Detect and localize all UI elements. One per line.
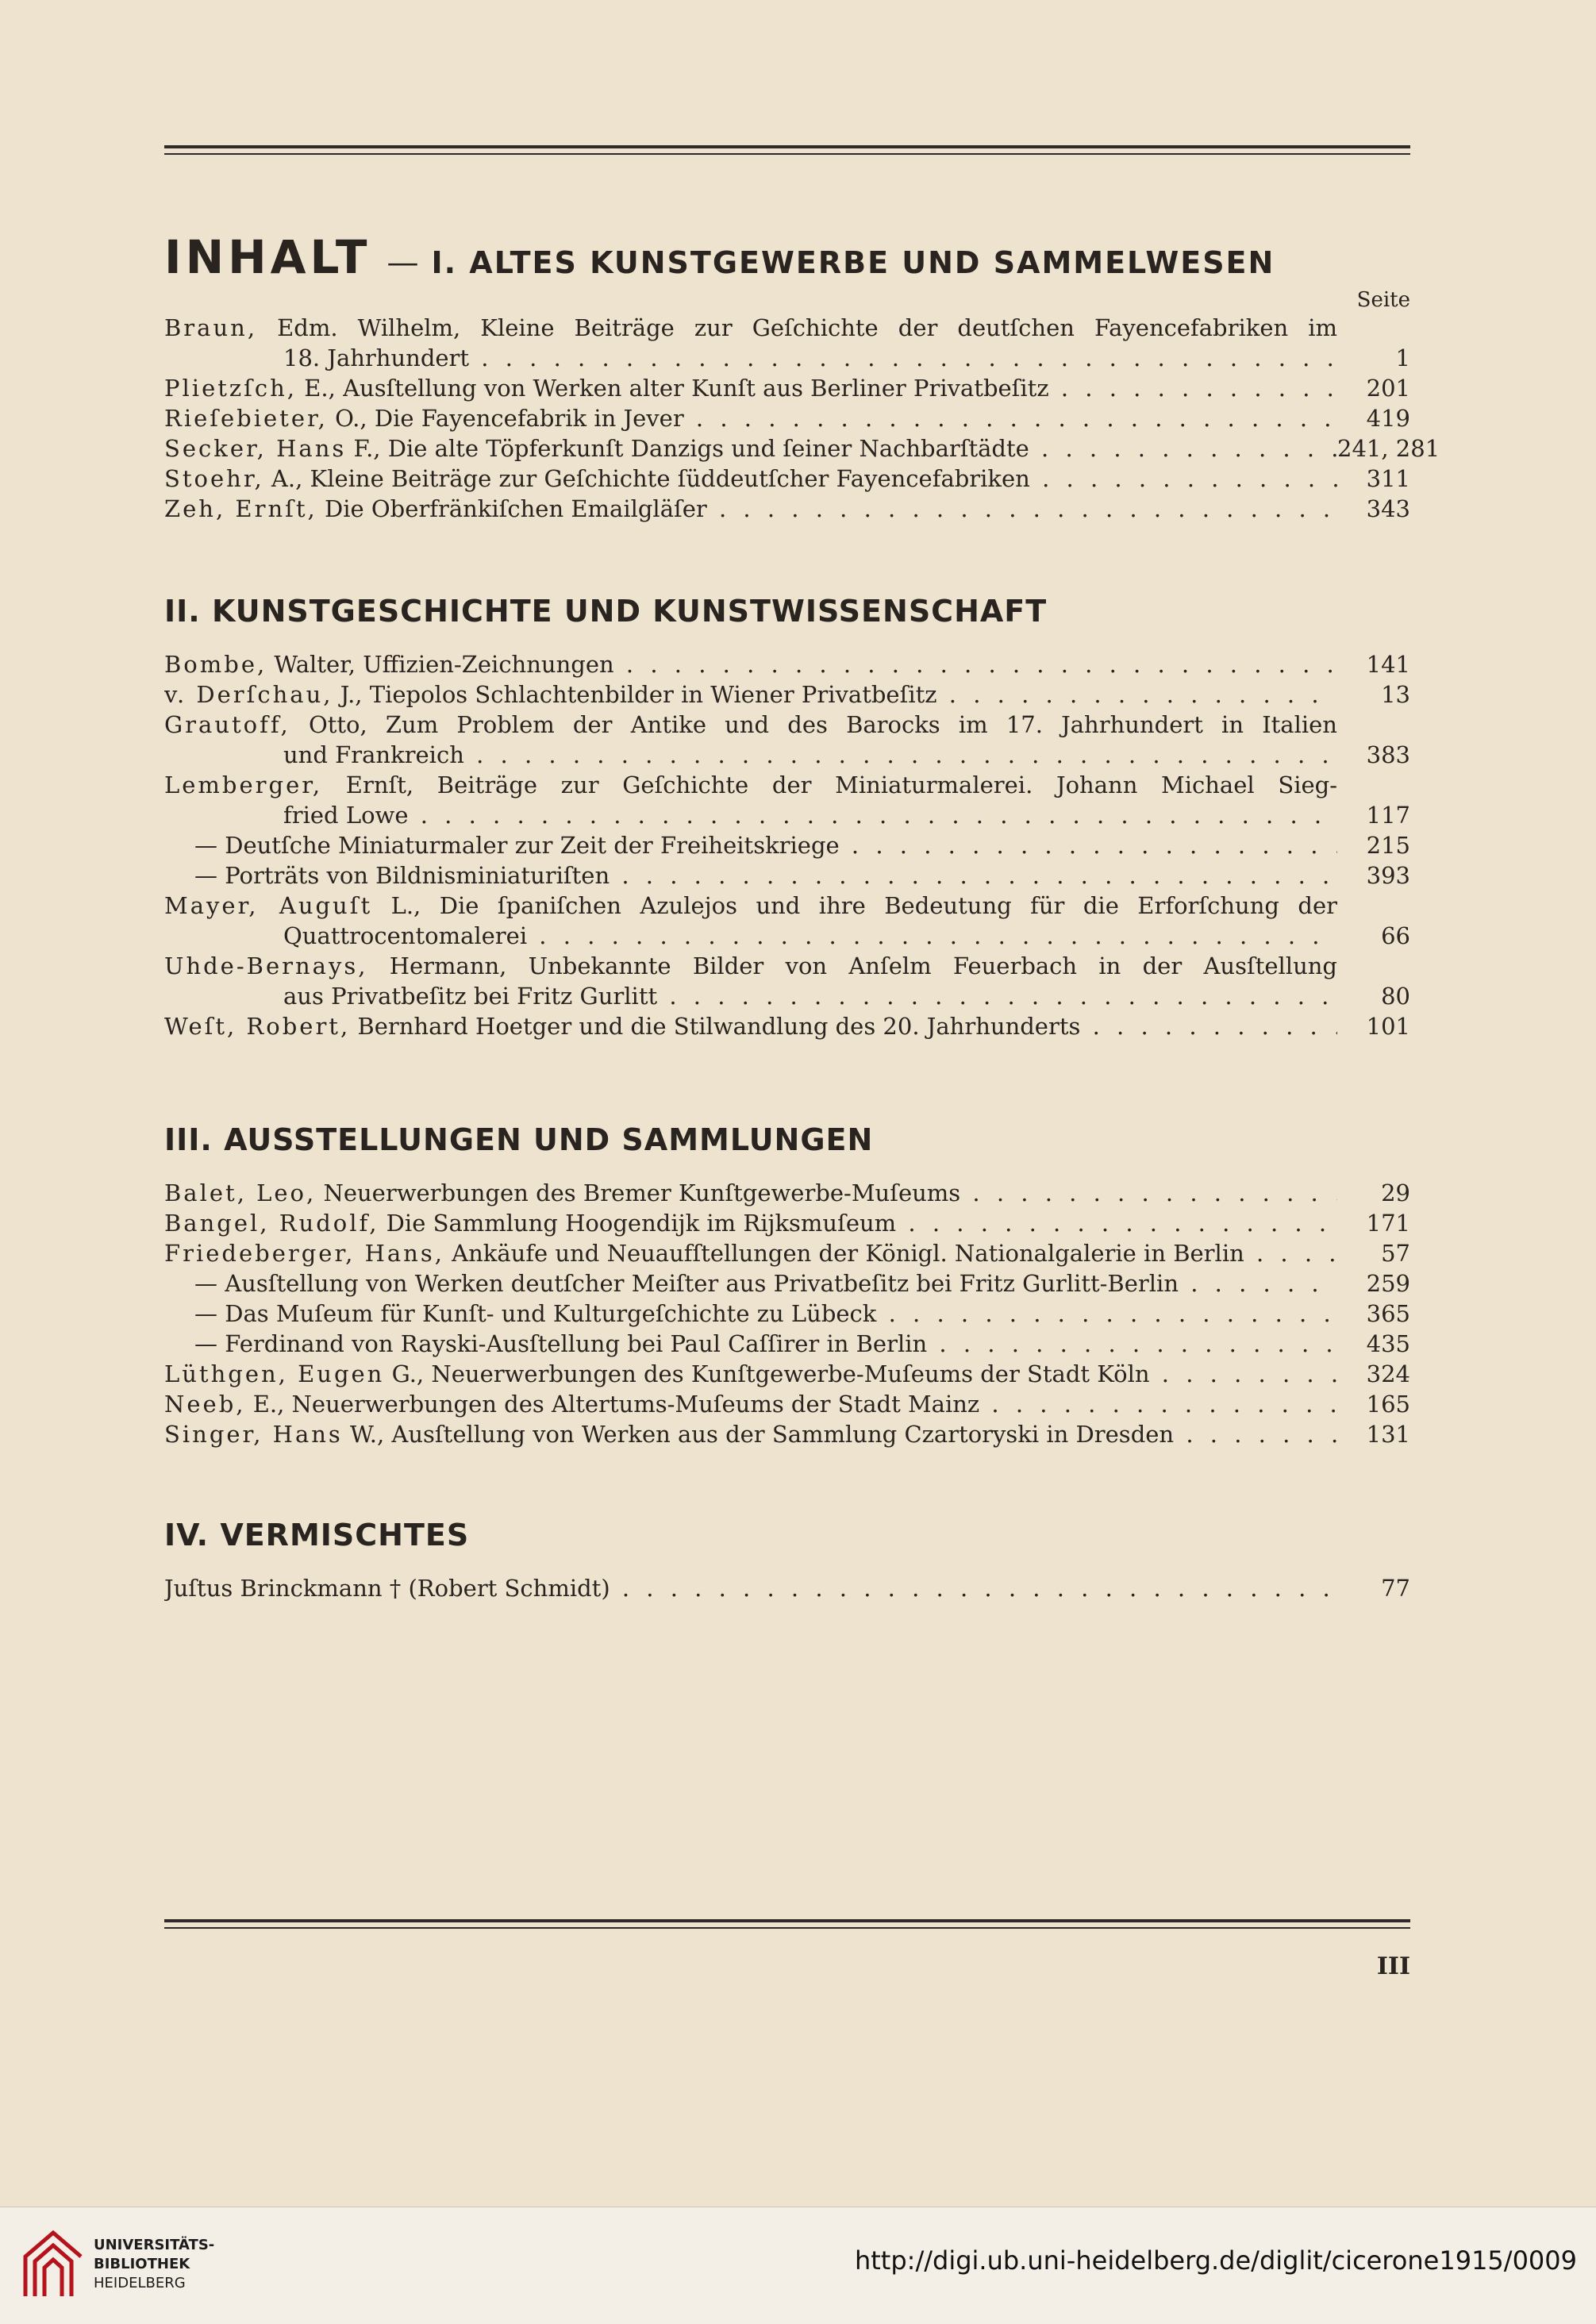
toc-entry-title: — Ausſtellung von Werken deutſcher Meiſter aus Privatbeſitz bei Fritz Gurlitt-Berlin [194,1270,1179,1297]
section-4-entries [164,1573,1410,1603]
toc-entry-title: Otto, Zum Problem der Antike und des Barocks im 17. Jahrhundert in Italien [290,711,1337,738]
toc-entry-author: Uhde-Bernays, [164,952,368,979]
source-url-link[interactable]: http://digi.ub.uni-heidelberg.de/diglit/cicerone1915/0009 [854,2245,1577,2276]
section-3-title: III. AUSSTELLUNGEN UND SAMMLUNGEN [164,1122,874,1157]
toc-leader-dots [1150,1360,1337,1387]
toc-leader-dots [876,1300,1337,1327]
section-2-entries [164,649,1410,1041]
toc-entry [164,1238,1410,1268]
toc-entry-line [164,860,1337,891]
toc-entry-first-line [164,770,1337,800]
section-3-entries [164,1178,1410,1449]
toc-entry-title-cont: und Frankreich [283,741,464,768]
toc-entry-line [164,1329,1337,1359]
toc-entry-author: Bangel, Rudolf, [164,1210,379,1237]
toc-entry-author: Weſt, Robert, [164,1013,351,1040]
toc-entry [164,679,1410,710]
toc-page-number: 101 [1366,1013,1410,1040]
toc-entry-continuation [164,740,1337,770]
toc-leader-dots [927,1330,1337,1357]
toc-entry-title-cont: 18. Jahrhundert [283,344,470,371]
toc-entry-continuation [164,343,1337,373]
toc-leader-dots [937,681,1337,708]
title-dash: — [387,244,419,281]
toc-entry-title: E., Neuerwerbungen des Altertums-Muſeums der Stadt Mainz [245,1391,980,1418]
toc-page-number: 165 [1366,1391,1410,1418]
toc-page-number: 393 [1366,862,1410,889]
toc-entry [164,710,1410,770]
toc-leader-dots [1029,435,1337,462]
section-4-title: IV. VERMISCHTES [164,1518,470,1553]
toc-entry [164,1011,1410,1041]
toc-entry-author: Stoehr, [164,465,264,492]
toc-entry-first-line [164,710,1337,740]
toc-entry-title: Neuerwerbungen des Bremer Kunſtgewerbe-Muſeums [316,1179,961,1206]
toc-leader-dots [614,651,1337,678]
toc-entry-line [164,403,1337,433]
toc-entry-title: — Deutſche Miniaturmaler zur Zeit der Freiheitskriege [194,832,840,859]
toc-leader-dots [527,922,1337,949]
toc-entry-title: A., Kleine Beiträge zur Geſchichte ſüddeutſcher Fayencefabriken [263,465,1030,492]
toc-entry-author: v. Derſchau, [164,681,333,708]
toc-leader-dots [1174,1421,1337,1448]
toc-entry-line [164,649,1337,679]
toc-entry-first-line [164,313,1337,343]
toc-entry-author: Balet, Leo, [164,1179,317,1206]
toc-page-number: 324 [1366,1360,1410,1387]
toc-entry-title: — Porträts von Bildnisminiaturiſten [194,862,610,889]
toc-entry-line [164,1419,1337,1449]
toc-entry-author: Secker, Hans [164,435,347,462]
toc-page-number: 435 [1366,1330,1410,1357]
toc-entry-title: Ernſt, Beiträge zur Geſchichte der Miniaturmalerei. Johann Michael Sieg- [322,771,1337,798]
toc-entry-author: Lüthgen, Eugen [164,1360,385,1387]
toc-entry-author: Neeb, [164,1391,246,1418]
toc-entry [164,373,1410,403]
toc-entry-title: Walter, Uffizien-Zeichnungen [267,651,614,678]
seite-label: Seite [1356,288,1410,312]
toc-entry-line [164,1573,1337,1603]
toc-entry-title: Hermann, Unbekannte Bilder von Anſelm Feuerbach in der Ausſtellung [367,952,1337,979]
toc-entry-line [164,464,1337,494]
toc-entry-title: E., Ausſtellung von Werken alter Kunſt aus Berliner Privatbeſitz [297,375,1049,402]
toc-page-number: 1 [1395,344,1410,371]
toc-entry-author: Singer, Hans [164,1421,343,1448]
page-number: III [1376,1953,1410,1980]
toc-entry-line [164,373,1337,403]
toc-entry-title: Juſtus Brinckmann † (Robert Schmidt) [164,1575,610,1602]
toc-entry-title-cont: Quattrocentomalerei [283,922,528,949]
toc-entry-title: Die Sammlung Hoogendijk im Rijksmuſeum [379,1210,897,1237]
toc-entry [164,1299,1410,1329]
library-name: UNIVERSITÄTS- BIBLIOTHEK HEIDELBERG [94,2237,215,2291]
toc-entry-title-cont: aus Privatbeſitz bei Fritz Gurlitt [283,983,658,1010]
section-2-title: II. KUNSTGESCHICHTE UND KUNSTWISSENSCHAFT [164,594,1048,629]
toc-entry-author: Bombe, [164,651,267,678]
toc-leader-dots [684,405,1337,432]
toc-leader-dots [610,1575,1337,1602]
toc-entry-author: Mayer, Auguſt [164,892,373,919]
toc-page-number: 131 [1366,1421,1410,1448]
toc-entry [164,1208,1410,1238]
toc-entry-title: G., Neuerwerbungen des Kunſtgewerbe-Muſeums der Stadt Köln [384,1360,1150,1387]
toc-leader-dots [464,741,1337,768]
toc-entry-title: J., Tiepolos Schlachtenbilder in Wiener Privatbeſitz [333,681,937,708]
toc-leader-dots [896,1210,1337,1237]
toc-leader-dots [707,495,1337,522]
toc-leader-dots [469,344,1337,371]
toc-page-number: 383 [1366,741,1410,768]
toc-entry-title: Edm. Wilhelm, Kleine Beiträge zur Geſchichte der deutſchen Fayencefabriken im [257,314,1337,341]
toc-entry [164,313,1410,373]
toc-page-number: 215 [1366,832,1410,859]
toc-entry [164,464,1410,494]
toc-leader-dots [840,832,1337,859]
toc-page-number: 201 [1366,375,1410,402]
toc-page-number: 77 [1381,1575,1410,1602]
toc-page-number: 117 [1366,802,1410,829]
toc-leader-dots [409,802,1337,829]
toc-entry [164,403,1410,433]
toc-entry [164,433,1440,464]
toc-page-number: 141 [1366,651,1410,678]
toc-entry-line [164,679,1337,710]
toc-entry-author: Grautoff, [164,711,290,738]
toc-entry-line [164,494,1337,524]
toc-entry-line [164,433,1337,464]
toc-entry-title: L., Die ſpaniſchen Azulejos und ihre Bedeutung für die Erforſchung der [372,892,1337,919]
toc-entry-line [164,1389,1337,1419]
toc-entry-author: Zeh, Ernſt, [164,495,317,522]
toc-entry-title: Ankäufe und Neuaufſtellungen der Königl. Nationalgalerie in Berlin [444,1240,1244,1267]
toc-entry [164,1329,1410,1359]
toc-leader-dots [1049,375,1337,402]
toc-entry-author: Rieſebieter, [164,405,328,432]
toc-page-number: 57 [1381,1240,1410,1267]
toc-page-number: 241, 281 [1337,435,1440,462]
toc-entry [164,951,1410,1011]
toc-page-number: 419 [1366,405,1410,432]
toc-page-number: 66 [1381,922,1410,949]
section-1-entries [164,313,1440,524]
top-double-rule [164,145,1410,155]
toc-entry [164,770,1410,830]
main-heading [164,230,1410,286]
toc-page-number: 343 [1366,495,1410,522]
toc-entry-line [164,1208,1337,1238]
toc-entry-author: Friedeberger, Hans, [164,1240,444,1267]
toc-entry-line [164,1238,1337,1268]
toc-entry-title: — Das Muſeum für Kunſt- und Kulturgeſchichte zu Lübeck [194,1300,877,1327]
toc-entry-title: O., Die Fayencefabrik in Jever [327,405,684,432]
toc-entry-first-line [164,891,1337,921]
toc-entry [164,891,1410,951]
toc-entry [164,494,1410,524]
toc-page-number: 311 [1366,465,1410,492]
toc-entry-title-cont: fried Lowe [283,802,409,829]
table-of-contents [164,230,1440,1603]
toc-entry-title: Bernhard Hoetger und die Stilwandlung des 20. Jahrhunderts [350,1013,1081,1040]
toc-entry [164,1389,1410,1419]
toc-leader-dots [1179,1270,1337,1297]
toc-page-number: 80 [1381,983,1410,1010]
toc-entry-continuation [164,921,1337,951]
toc-entry-line [164,1268,1337,1299]
toc-entry-author: Lemberger, [164,771,323,798]
toc-entry [164,1419,1410,1449]
toc-entry [164,1573,1410,1603]
toc-leader-dots [657,983,1337,1010]
toc-entry-title: W., Ausſtellung von Werken aus der Sammlung Czartoryski in Dresden [342,1421,1175,1448]
toc-entry-line [164,1299,1337,1329]
toc-leader-dots [1244,1240,1337,1267]
toc-leader-dots [979,1391,1337,1418]
toc-entry [164,649,1410,679]
toc-entry [164,1178,1410,1208]
toc-entry-line [164,830,1337,860]
toc-page-number: 29 [1381,1179,1410,1206]
toc-entry-continuation [164,800,1337,830]
inhalt-title: INHALT [164,230,371,284]
toc-entry-author: Braun, [164,314,258,341]
toc-leader-dots [960,1179,1337,1206]
bottom-double-rule [164,1919,1410,1929]
toc-entry-title: F., Die alte Töpferkunſt Danzigs und ſeiner Nachbarſtädte [346,435,1029,462]
ub-heidelberg-logo-icon [17,2225,89,2304]
toc-page-number: 171 [1366,1210,1410,1237]
toc-leader-dots [1030,465,1337,492]
toc-entry [164,860,1410,891]
toc-entry [164,1359,1410,1389]
toc-entry-line [164,1011,1337,1041]
toc-entry [164,1268,1410,1299]
toc-entry-title: Die Oberfränkiſchen Emailgläſer [317,495,707,522]
toc-entry-line [164,1178,1337,1208]
digitization-footer [0,2207,1596,2324]
toc-entry [164,830,1410,860]
toc-page-number: 259 [1366,1270,1410,1297]
section-1-title: I. ALTES KUNSTGEWERBE UND SAMMELWESEN [431,245,1275,280]
toc-leader-dots [1080,1013,1337,1040]
toc-entry-title: — Ferdinand von Rayski-Ausſtellung bei Paul Caſſirer in Berlin [194,1330,928,1357]
toc-page-number: 13 [1381,681,1410,708]
toc-entry-continuation [164,981,1337,1011]
toc-entry-first-line [164,951,1337,981]
toc-leader-dots [610,862,1337,889]
toc-entry-author: Plietzſch, [164,375,298,402]
toc-entry-line [164,1359,1337,1389]
toc-page-number: 365 [1366,1300,1410,1327]
